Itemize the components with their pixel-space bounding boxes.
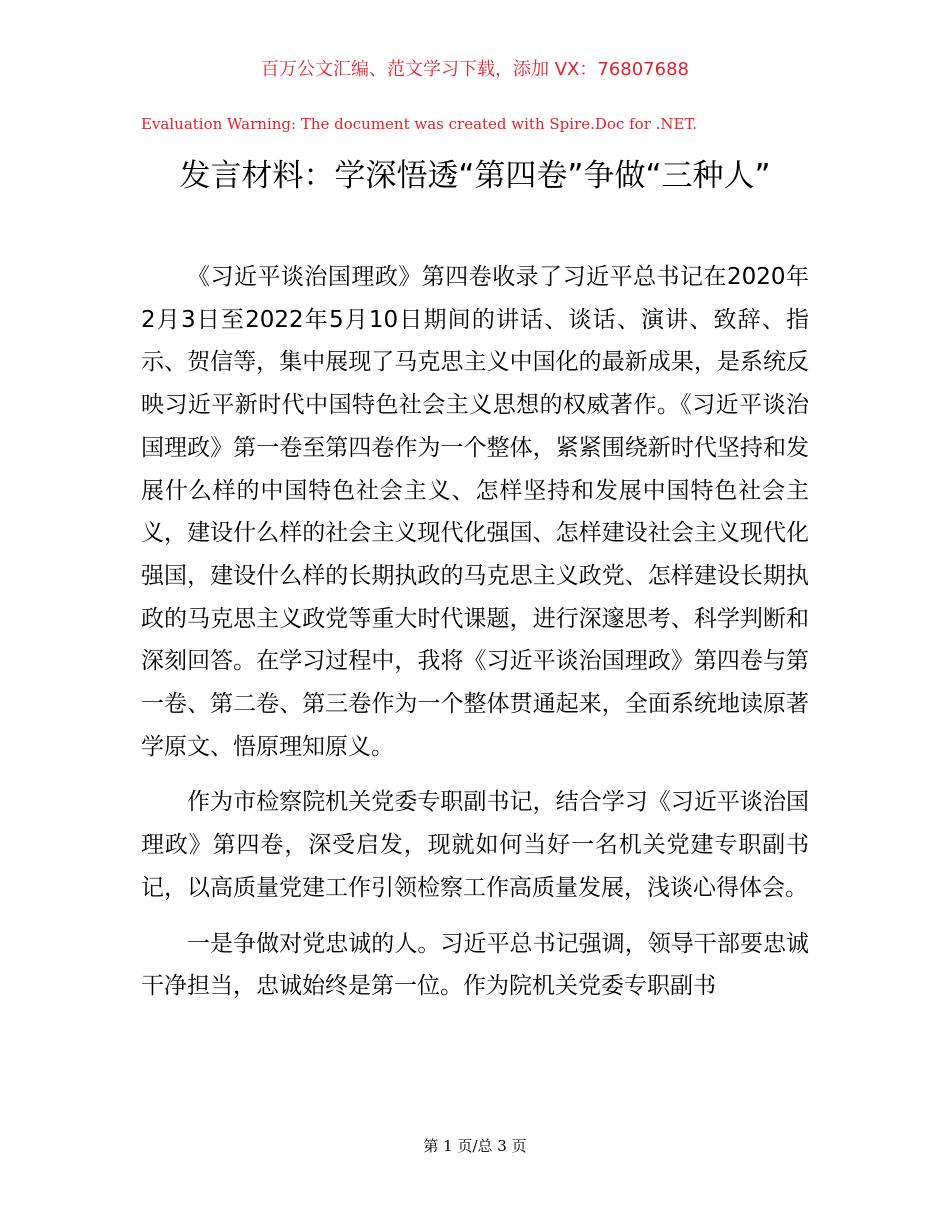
evaluation-warning: Evaluation Warning: The document was created with Spire.Doc for .NET. xyxy=(141,115,698,133)
document-body xyxy=(141,256,809,1021)
body-paragraph-1: 《习近平谈治国理政》第四卷收录了习近平总书记在2020年2月3日至2022年5月10日期间的讲话、谈话、演讲、致辞、指示、贺信等，集中展现了马克思主义中国化的最新成果，是系统反映习近平新时代中国特色社会主义思想的权威著作。《习近平谈治国理政》第一卷至第四卷作为一个整体，紧紧围绕新时代坚持和发展什么样的中国特色社会主义、怎样坚持和发展中国特色社会主义，建设什么样的社会主义现代化强国、怎样建设社会主义现代化强国，建设什么样的长期执政的马克思主义政党、怎样建设长期执政的马克思主义政党等重大时代课题，进行深邃思考、科学判断和深刻回答。在学习过程中，我将《习近平谈治国理政》第四卷与第一卷、第二卷、第三卷作为一个整体贯通起来，全面系统地读原著学原文、悟原理知原义。 xyxy=(141,264,809,760)
promo-header: 百万公文汇编、范文学习下载，添加 VX：76807688 xyxy=(261,59,689,80)
body-paragraph-3: 一是争做对党忠诚的人。习近平总书记强调，领导干部要忠诚干净担当，忠诚始终是第一位。作为院机关党委专职副书 xyxy=(141,930,809,1000)
page-footer: 第 1 页/总 3 页 xyxy=(423,1137,527,1155)
body-paragraph-2: 作为市检察院机关党委专职副书记，结合学习《习近平谈治国理政》第四卷，深受启发，现就如何当好一名机关党建专职副书记，以高质量党建工作引领检察工作高质量发展，浅谈心得体会。 xyxy=(141,789,809,901)
document-title: 发言材料：学深悟透“第四卷”争做“三种人” xyxy=(179,158,771,194)
